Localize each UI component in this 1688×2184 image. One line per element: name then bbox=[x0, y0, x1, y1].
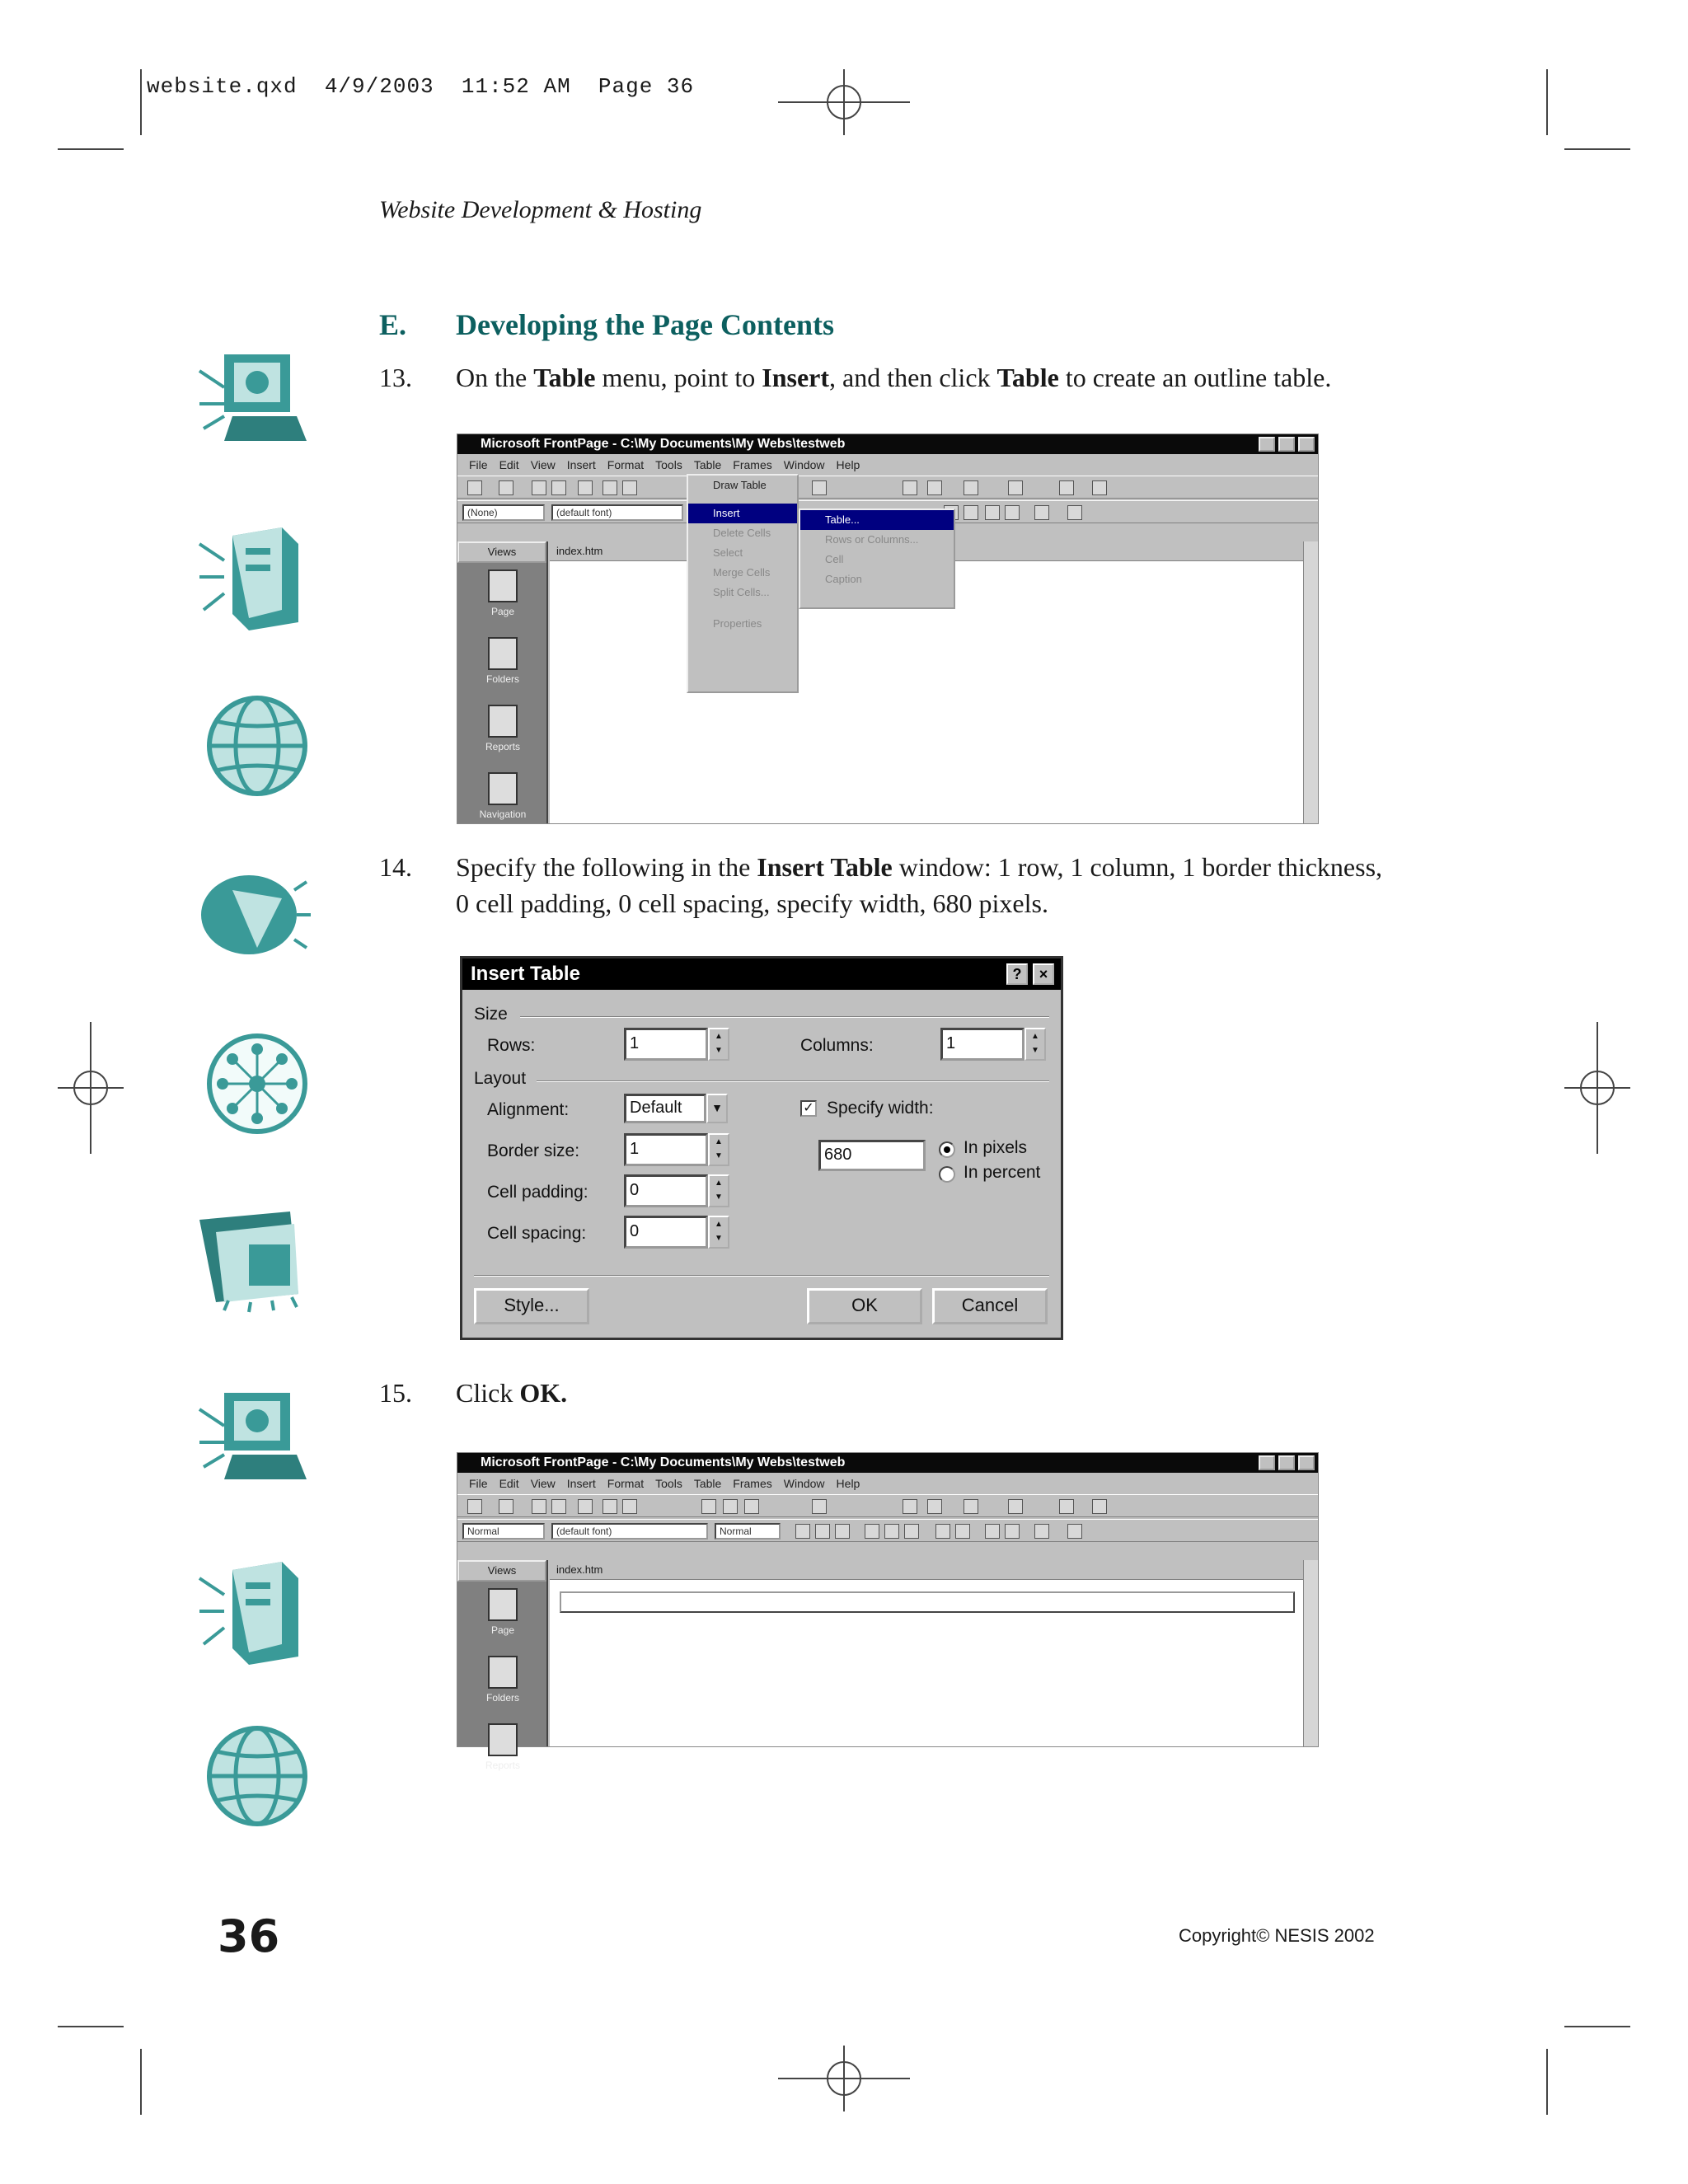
image-icon[interactable] bbox=[964, 1499, 978, 1514]
rows-spinner[interactable]: ▲ ▼ bbox=[708, 1028, 729, 1061]
menu-item-merge-cells[interactable]: Merge Cells bbox=[713, 566, 771, 579]
open-icon[interactable] bbox=[499, 480, 513, 495]
paragraph-icon[interactable] bbox=[1059, 480, 1074, 495]
menu-insert[interactable]: Insert bbox=[566, 458, 596, 471]
refresh-icon[interactable] bbox=[1008, 480, 1023, 495]
in-pixels-radio[interactable] bbox=[939, 1141, 955, 1158]
insert-submenu bbox=[799, 509, 955, 609]
crop-mark bbox=[140, 2049, 142, 2115]
font-combo[interactable]: (default font) bbox=[551, 1523, 708, 1540]
cut-icon[interactable] bbox=[701, 1499, 716, 1514]
cell-spacing-label: Cell spacing: bbox=[487, 1224, 587, 1243]
page-number: 36 bbox=[218, 1910, 280, 1962]
open-icon[interactable] bbox=[499, 1499, 513, 1514]
view-reports[interactable]: Reports bbox=[457, 1717, 548, 1784]
cell-padding-input[interactable]: 0 bbox=[624, 1174, 708, 1207]
print-icon[interactable] bbox=[603, 480, 617, 495]
section-title: Developing the Page Contents bbox=[456, 308, 834, 341]
menu-view[interactable]: View bbox=[530, 1477, 556, 1490]
padding-spinner[interactable]: ▲ ▼ bbox=[708, 1174, 729, 1207]
menu-edit[interactable]: Edit bbox=[499, 1477, 519, 1490]
italic-icon[interactable] bbox=[815, 1524, 830, 1539]
folders-icon bbox=[488, 637, 518, 670]
columns-label: Columns: bbox=[800, 1036, 874, 1055]
align-right-icon[interactable] bbox=[904, 1524, 919, 1539]
menu-item-split-cells[interactable]: Split Cells... bbox=[713, 586, 770, 598]
standard-toolbar bbox=[457, 1494, 1318, 1517]
menu-format[interactable]: Format bbox=[607, 458, 645, 471]
border-spinner[interactable]: ▲ ▼ bbox=[708, 1133, 729, 1166]
page-icon bbox=[488, 1588, 518, 1621]
width-input[interactable]: 680 bbox=[818, 1140, 926, 1171]
cell-spacing-input[interactable]: 0 bbox=[624, 1216, 708, 1249]
step-14-text: Specify the following in the Insert Table window: 1 row, 1 column, 1 border thickness, 0 cell padding, 0 cell spacing, specify width, 680 pixels. bbox=[456, 852, 1383, 918]
table-icon[interactable] bbox=[903, 480, 917, 495]
empty-table[interactable] bbox=[560, 1591, 1295, 1613]
crop-mark bbox=[1564, 2026, 1630, 2027]
menu-bar bbox=[457, 456, 1318, 474]
spacing-spinner[interactable]: ▲ ▼ bbox=[708, 1216, 729, 1249]
step-number: 13. bbox=[379, 363, 412, 392]
columns-input[interactable]: 1 bbox=[940, 1028, 1025, 1061]
copyright-notice: Copyright© NESIS 2002 bbox=[1179, 1925, 1375, 1946]
save-icon[interactable] bbox=[532, 480, 546, 495]
crop-mark bbox=[58, 2026, 124, 2027]
vertical-scrollbar[interactable] bbox=[1303, 541, 1318, 823]
chevron-down-icon[interactable]: ▼ bbox=[706, 1094, 728, 1123]
menu-table[interactable]: Table bbox=[693, 1477, 722, 1490]
frontpage-screenshot-table bbox=[457, 1452, 1319, 1771]
print-icon[interactable] bbox=[603, 1499, 617, 1514]
rows-label: Rows: bbox=[487, 1036, 536, 1055]
border-size-input[interactable]: 1 bbox=[624, 1133, 708, 1166]
registration-mark-right bbox=[1564, 1022, 1630, 1154]
menu-file[interactable]: File bbox=[469, 1477, 488, 1490]
document-tab[interactable]: index.htm bbox=[550, 541, 1303, 561]
views-bar bbox=[457, 541, 548, 823]
menu-window[interactable]: Window bbox=[783, 1477, 825, 1490]
refresh-icon[interactable] bbox=[1008, 1499, 1023, 1514]
underline-icon[interactable] bbox=[835, 1524, 850, 1539]
style-combo[interactable]: Normal bbox=[462, 1523, 545, 1540]
document-tab[interactable]: index.htm bbox=[550, 1560, 1303, 1580]
table-menu bbox=[687, 474, 799, 693]
view-page[interactable]: Page bbox=[457, 1582, 548, 1649]
views-header: Views bbox=[457, 541, 546, 563]
folder-list-icon[interactable] bbox=[578, 480, 593, 495]
menu-help[interactable]: Help bbox=[836, 1477, 860, 1490]
menu-tools[interactable]: Tools bbox=[655, 458, 682, 471]
bullets-icon[interactable] bbox=[955, 1524, 970, 1539]
outdent-icon[interactable] bbox=[985, 505, 1000, 520]
new-icon[interactable] bbox=[467, 1499, 482, 1514]
menu-item-insert[interactable]: Insert bbox=[688, 504, 797, 523]
format-toolbar bbox=[457, 1519, 1318, 1542]
maximize-button[interactable] bbox=[1278, 437, 1295, 452]
frame-icon[interactable] bbox=[927, 480, 942, 495]
indent-icon[interactable] bbox=[1005, 505, 1020, 520]
registration-mark-bottom bbox=[778, 2046, 910, 2111]
dialog-title: Insert Table bbox=[462, 958, 1061, 990]
menu-item-draw-table[interactable]: Draw Table bbox=[713, 479, 767, 491]
numbering-icon[interactable] bbox=[935, 1524, 950, 1539]
menu-format[interactable]: Format bbox=[607, 1477, 645, 1490]
menu-bar bbox=[457, 1474, 1318, 1493]
navigation-icon bbox=[488, 772, 518, 805]
divider bbox=[474, 1275, 1049, 1277]
divider bbox=[520, 1016, 1049, 1018]
menu-item-properties[interactable]: Properties bbox=[713, 617, 762, 630]
globe-icon bbox=[191, 1718, 313, 1834]
border-size-label: Border size: bbox=[487, 1141, 580, 1160]
views-header: Views bbox=[457, 1560, 546, 1582]
view-navigation[interactable]: Navigation bbox=[457, 766, 548, 833]
step-13-text: On the Table menu, point to Insert, and then click Table to create an outline table. bbox=[456, 363, 1332, 392]
layout-group-label: Layout bbox=[474, 1069, 527, 1088]
crop-mark bbox=[1564, 148, 1630, 150]
copy-icon[interactable] bbox=[723, 1499, 738, 1514]
registration-mark-top bbox=[778, 69, 910, 135]
ok-button[interactable]: OK bbox=[807, 1288, 922, 1324]
view-reports[interactable]: Reports bbox=[457, 698, 548, 766]
window-title: Microsoft FrontPage - C:\My Documents\My Webs\testweb bbox=[457, 434, 1318, 454]
print-slug: website.qxd 4/9/2003 11:52 AM Page 36 bbox=[147, 74, 695, 99]
minimize-button[interactable] bbox=[1259, 437, 1275, 452]
crop-mark bbox=[1546, 2049, 1548, 2115]
folders-icon bbox=[488, 1656, 518, 1689]
menu-help[interactable]: Help bbox=[836, 458, 860, 471]
align-center-icon[interactable] bbox=[884, 1524, 899, 1539]
preview-icon[interactable] bbox=[622, 1499, 637, 1514]
publish-icon[interactable] bbox=[551, 480, 566, 495]
computer-icon bbox=[191, 338, 313, 453]
window-title: Microsoft FrontPage - C:\My Documents\My Webs\testweb bbox=[457, 1453, 1318, 1473]
outdent-icon[interactable] bbox=[985, 1524, 1000, 1539]
undo-icon[interactable] bbox=[812, 480, 827, 495]
menu-window[interactable]: Window bbox=[783, 458, 825, 471]
bold-icon[interactable] bbox=[795, 1524, 810, 1539]
highlight-icon[interactable] bbox=[1034, 1524, 1049, 1539]
menu-item-delete-cells[interactable]: Delete Cells bbox=[713, 527, 771, 539]
menu-item-select[interactable]: Select bbox=[713, 546, 743, 559]
step-15-text: Click OK. bbox=[456, 1378, 568, 1408]
menu-frames[interactable]: Frames bbox=[733, 458, 772, 471]
close-button[interactable]: × bbox=[1033, 963, 1054, 985]
paragraph-icon[interactable] bbox=[1059, 1499, 1074, 1514]
font-color-icon[interactable] bbox=[1067, 505, 1082, 520]
menu-item-table[interactable]: Table... bbox=[800, 510, 954, 530]
new-icon[interactable] bbox=[467, 480, 482, 495]
section-letter: E. bbox=[379, 308, 407, 341]
cell-padding-label: Cell padding: bbox=[487, 1183, 588, 1202]
columns-spinner[interactable]: ▲ ▼ bbox=[1025, 1028, 1046, 1061]
size-group-label: Size bbox=[474, 1005, 508, 1024]
indent-icon[interactable] bbox=[1005, 1524, 1020, 1539]
network-icon bbox=[191, 1026, 313, 1141]
frontpage-screenshot-menu bbox=[457, 434, 1319, 824]
view-folders[interactable]: Folders bbox=[457, 630, 548, 698]
reports-icon bbox=[488, 1723, 518, 1756]
help-button[interactable]: ? bbox=[1006, 963, 1028, 985]
step-number: 14. bbox=[379, 852, 412, 882]
divider bbox=[537, 1080, 1049, 1082]
views-bar bbox=[457, 1560, 548, 1771]
undo-icon[interactable] bbox=[812, 1499, 827, 1514]
cancel-button[interactable]: Cancel bbox=[932, 1288, 1048, 1324]
step-number: 15. bbox=[379, 1378, 412, 1408]
standard-toolbar bbox=[457, 476, 1318, 499]
bullets-icon[interactable] bbox=[964, 505, 978, 520]
crop-mark bbox=[58, 148, 124, 150]
computer-icon bbox=[191, 1376, 313, 1492]
globe-icon bbox=[191, 688, 313, 804]
font-combo[interactable]: (default font) bbox=[551, 504, 683, 521]
menu-tools[interactable]: Tools bbox=[655, 1477, 682, 1490]
specify-width-label: Specify width: bbox=[827, 1099, 934, 1118]
preview-icon[interactable] bbox=[622, 480, 637, 495]
page-icon bbox=[488, 569, 518, 602]
highlight-icon[interactable] bbox=[1034, 505, 1049, 520]
menu-file[interactable]: File bbox=[469, 458, 488, 471]
editor-area[interactable] bbox=[550, 1580, 1303, 1746]
frame-icon[interactable] bbox=[927, 1499, 942, 1514]
in-percent-radio[interactable] bbox=[939, 1166, 955, 1183]
specify-width-checkbox[interactable]: ✓ bbox=[800, 1100, 817, 1117]
server-icon bbox=[191, 519, 313, 635]
alignment-label: Alignment: bbox=[487, 1100, 570, 1119]
style-button[interactable]: Style... bbox=[474, 1288, 589, 1324]
close-button[interactable] bbox=[1298, 1455, 1315, 1470]
menu-item-cell[interactable]: Cell bbox=[825, 553, 844, 565]
menu-table[interactable]: Table bbox=[693, 458, 722, 471]
menu-frames[interactable]: Frames bbox=[733, 1477, 772, 1490]
help-icon[interactable] bbox=[1092, 1499, 1107, 1514]
publish-icon[interactable] bbox=[551, 1499, 566, 1514]
alignment-select[interactable]: Default bbox=[624, 1094, 706, 1123]
menu-insert[interactable]: Insert bbox=[566, 1477, 596, 1490]
folder-icon bbox=[191, 1203, 313, 1319]
maximize-button[interactable] bbox=[1278, 1455, 1295, 1470]
reports-icon bbox=[488, 705, 518, 738]
mouse-icon bbox=[191, 857, 313, 972]
view-page[interactable]: Page bbox=[457, 563, 548, 630]
server-icon bbox=[191, 1554, 313, 1669]
folder-list-icon[interactable] bbox=[578, 1499, 593, 1514]
paste-icon[interactable] bbox=[744, 1499, 759, 1514]
font-color-icon[interactable] bbox=[1067, 1524, 1082, 1539]
minimize-button[interactable] bbox=[1259, 1455, 1275, 1470]
running-head: Website Development & Hosting bbox=[379, 196, 702, 223]
help-icon[interactable] bbox=[1092, 480, 1107, 495]
style-combo[interactable]: (None) bbox=[462, 504, 545, 521]
view-folders[interactable]: Folders bbox=[457, 1649, 548, 1717]
menu-item-caption[interactable]: Caption bbox=[825, 573, 862, 585]
in-percent-label: In percent bbox=[964, 1163, 1041, 1182]
menu-view[interactable]: View bbox=[530, 458, 556, 471]
crop-mark bbox=[1546, 69, 1548, 135]
close-button[interactable] bbox=[1298, 437, 1315, 452]
vertical-scrollbar[interactable] bbox=[1303, 1560, 1318, 1746]
insert-table-dialog bbox=[460, 956, 1063, 1340]
image-icon[interactable] bbox=[964, 480, 978, 495]
in-pixels-label: In pixels bbox=[964, 1138, 1028, 1157]
save-icon[interactable] bbox=[532, 1499, 546, 1514]
registration-mark-left bbox=[58, 1022, 124, 1154]
menu-edit[interactable]: Edit bbox=[499, 458, 519, 471]
size-combo[interactable]: Normal bbox=[715, 1523, 781, 1540]
table-icon[interactable] bbox=[903, 1499, 917, 1514]
crop-mark bbox=[140, 69, 142, 135]
align-left-icon[interactable] bbox=[865, 1524, 879, 1539]
menu-item-rows-columns[interactable]: Rows or Columns... bbox=[825, 533, 919, 546]
rows-input[interactable]: 1 bbox=[624, 1028, 708, 1061]
